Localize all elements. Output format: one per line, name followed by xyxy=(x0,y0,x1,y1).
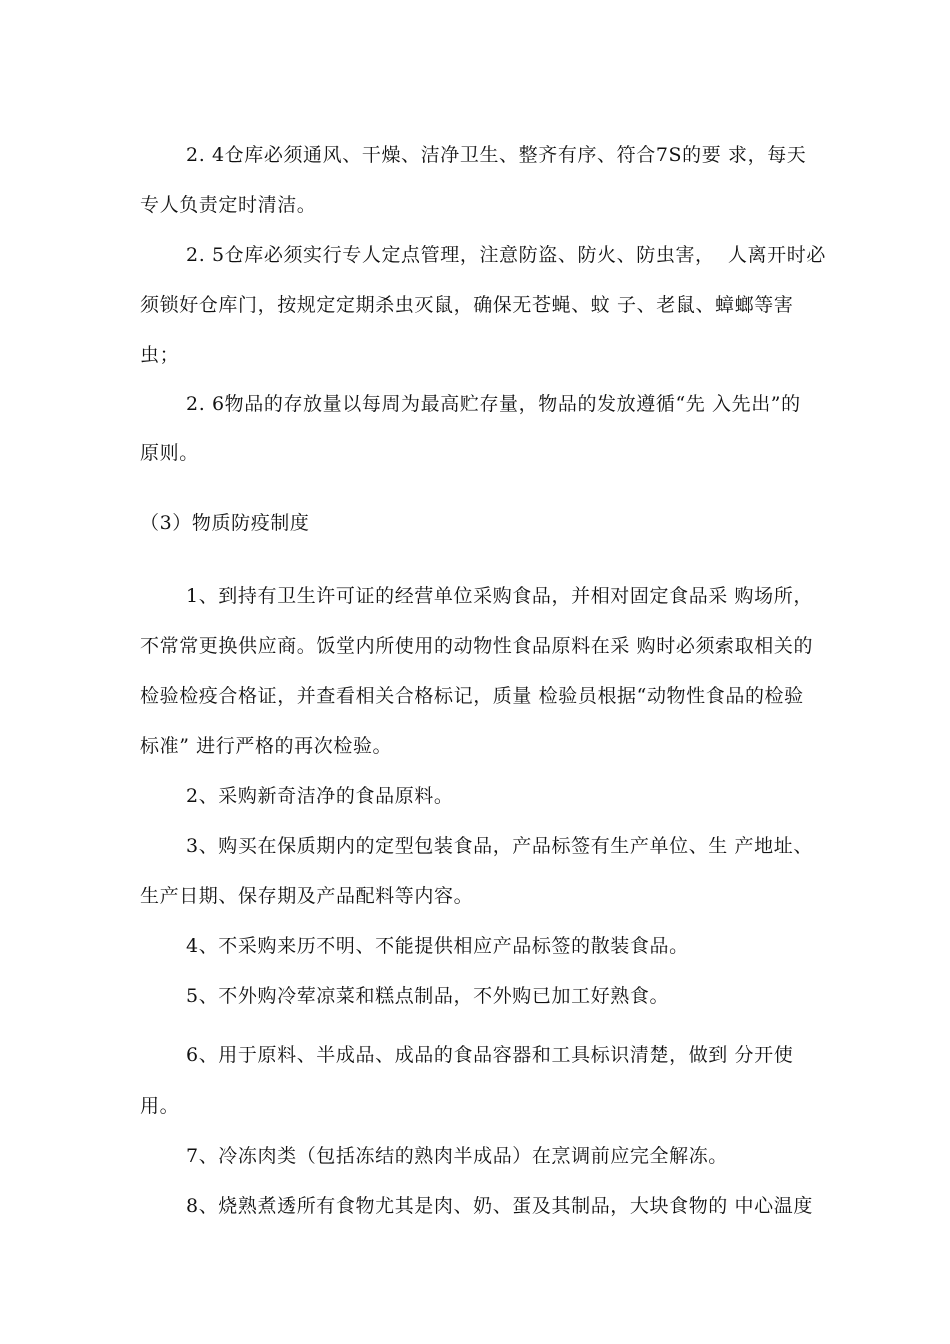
paragraph-2-5-line-1: 2. 5仓库必须实行专人定点管理，注意防盗、防火、防虫害， 人离开时必 xyxy=(186,244,826,266)
item-5-line-1: 5、不外购冷荤凉菜和糕点制品，不外购已加工好熟食。 xyxy=(186,985,670,1007)
item-1-line-1: 1、到持有卫生许可证的经营单位采购食品，并相对固定食品采 购场所， xyxy=(186,585,813,607)
paragraph-2-5-line-2: 须锁好仓库门，按规定定期杀虫灭鼠，确保无苍蝇、蚊 子、老鼠、蟑螂等害 xyxy=(140,294,794,316)
section-heading: （3）物质防疫制度 xyxy=(140,512,310,534)
item-4-line-1: 4、不采购来历不明、不能提供相应产品标签的散装食品。 xyxy=(186,935,689,957)
item-6-line-2: 用。 xyxy=(140,1095,180,1117)
paragraph-2-4-line-1: 2. 4仓库必须通风、干燥、洁净卫生、整齐有序、符合7S的要 求，每天 xyxy=(186,144,807,166)
item-1-line-3: 检验检疫合格证，并查看相关合格标记，质量 检验员根据“动物性食品的检验 xyxy=(140,685,804,707)
item-3-line-1: 3、购买在保质期内的定型包装食品，产品标签有生产单位、生 产地址、 xyxy=(186,835,813,857)
item-8-line-1: 8、烧熟煮透所有食物尤其是肉、奶、蛋及其制品，大块食物的 中心温度 xyxy=(186,1195,813,1217)
item-6-line-1: 6、用于原料、半成品、成品的食品容器和工具标识清楚，做到 分开使 xyxy=(186,1044,794,1066)
paragraph-2-6-line-1: 2. 6物品的存放量以每周为最高贮存量，物品的发放遵循“先 入先出”的 xyxy=(186,393,801,415)
paragraph-2-6-line-2: 原则。 xyxy=(140,442,199,464)
paragraph-2-4-line-2: 专人负责定时清洁。 xyxy=(140,194,317,216)
item-7-line-1: 7、冷冻肉类（包括冻结的熟肉半成品）在烹调前应完全解冻。 xyxy=(186,1145,728,1167)
item-1-line-4: 标准” 进行严格的再次检验。 xyxy=(140,735,393,757)
item-3-line-2: 生产日期、保存期及产品配料等内容。 xyxy=(140,885,474,907)
paragraph-2-5-line-3: 虫； xyxy=(140,344,180,366)
item-2-line-1: 2、采购新奇洁净的食品原料。 xyxy=(186,785,454,807)
item-1-line-2: 不常常更换供应商。饭堂内所使用的动物性食品原料在采 购时必须索取相关的 xyxy=(140,635,814,657)
